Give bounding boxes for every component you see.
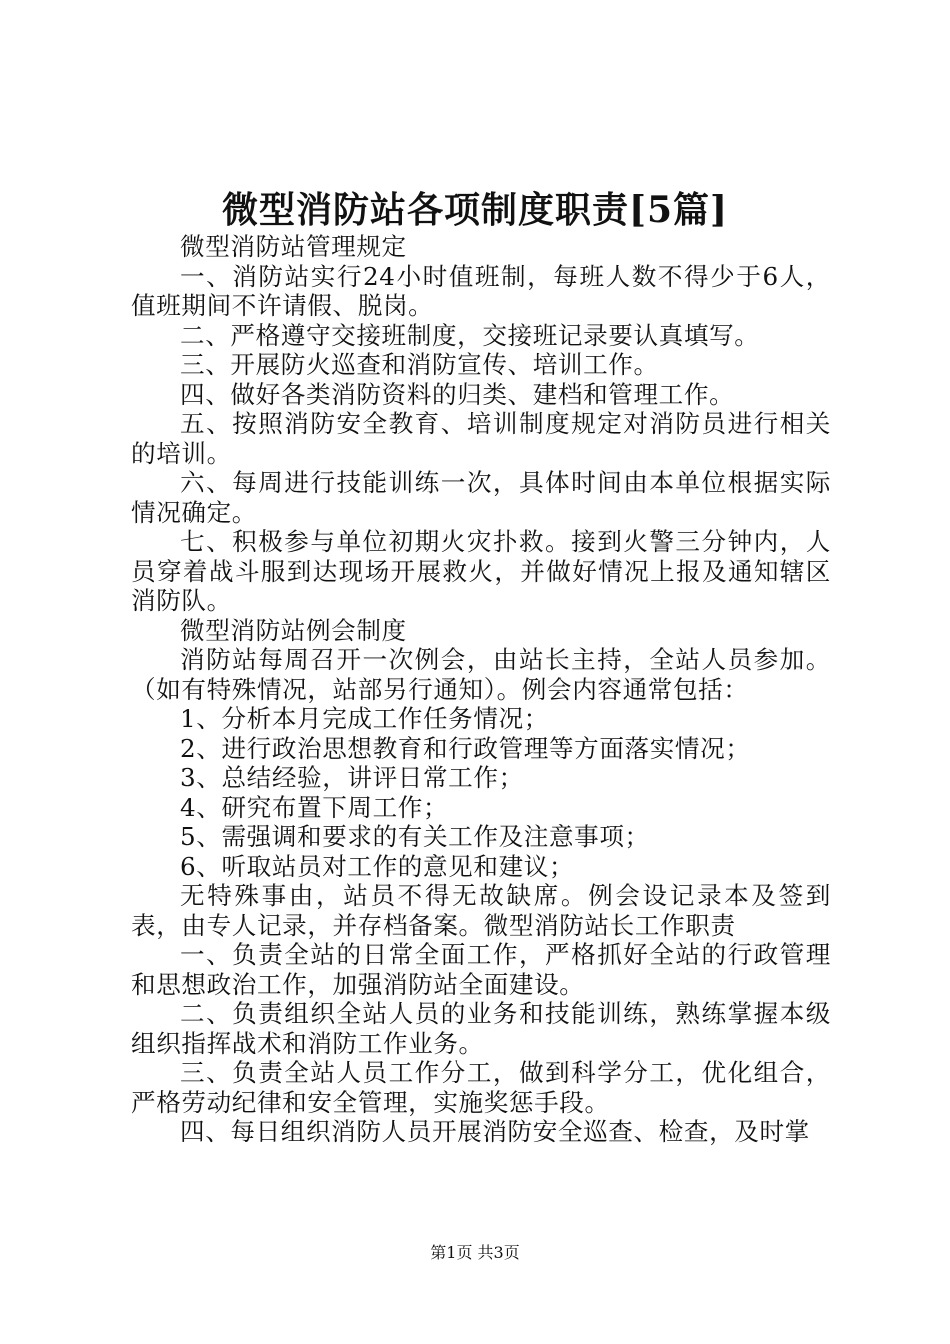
- paragraph: 2、进行政治思想教育和行政管理等方面落实情况；: [180, 733, 751, 763]
- paragraph: 5、需强调和要求的有关工作及注意事项；: [180, 822, 650, 851]
- paragraph: 六、每周进行技能训练一次，具体时间由本单位根据实际情况确定。: [131, 468, 831, 527]
- paragraph: 消防站每周召开一次例会，由站长主持，全站人员参加。（如有特殊情况，站部另行通知）。例会内容通常包括：: [131, 645, 831, 704]
- paragraph: 四、每日组织消防人员开展消防安全巡查、检查，及时掌: [180, 1117, 810, 1146]
- paragraph: 4、研究布置下周工作；: [180, 792, 449, 822]
- paragraph: 无特殊事由，站员不得无故缺席。例会设记录本及签到表，由专人记录，并存档备案。微型消防站长工作职责: [131, 881, 831, 940]
- paragraph: 三、负责全站人员工作分工，做到科学分工，优化组合，严格劳动纪律和安全管理，实施奖惩手段。: [131, 1058, 831, 1117]
- paragraph: 五、按照消防安全教育、培训制度规定对消防员进行相关的培训。: [131, 409, 831, 468]
- document-body: [131, 232, 831, 1147]
- paragraph: 三、开展防火巡查和消防宣传、培训工作。: [180, 350, 659, 379]
- document-title: 微型消防站各项制度职责[5篇]: [221, 189, 729, 231]
- paragraph: 二、严格遵守交接班制度，交接班记录要认真填写。: [180, 320, 760, 350]
- paragraph: 一、消防站实行24小时值班制，每班人数不得少于6人，值班期间不许请假、脱岗。: [131, 261, 831, 320]
- paragraph: 微型消防站例会制度: [180, 615, 407, 645]
- paragraph: 3、总结经验，讲评日常工作；: [180, 763, 524, 792]
- page-number-footer: 第1页 共3页: [430, 1243, 520, 1262]
- paragraph: 1、分析本月完成工作任务情况；: [180, 704, 549, 733]
- paragraph: 一、负责全站的日常全面工作，严格抓好全站的行政管理和思想政治工作，加强消防站全面建设。: [131, 940, 831, 999]
- paragraph: 四、做好各类消防资料的归类、建档和管理工作。: [180, 379, 735, 409]
- paragraph: 微型消防站管理规定: [180, 232, 407, 261]
- paragraph: 二、负责组织全站人员的业务和技能训练，熟练掌握本级组织指挥战术和消防工作业务。: [131, 999, 831, 1058]
- paragraph: 七、积极参与单位初期火灾扑救。接到火警三分钟内，人员穿着战斗服到达现场开展救火，并做好情况上报及通知辖区消防队。: [131, 527, 831, 615]
- paragraph: 6、听取站员对工作的意见和建议；: [180, 851, 575, 881]
